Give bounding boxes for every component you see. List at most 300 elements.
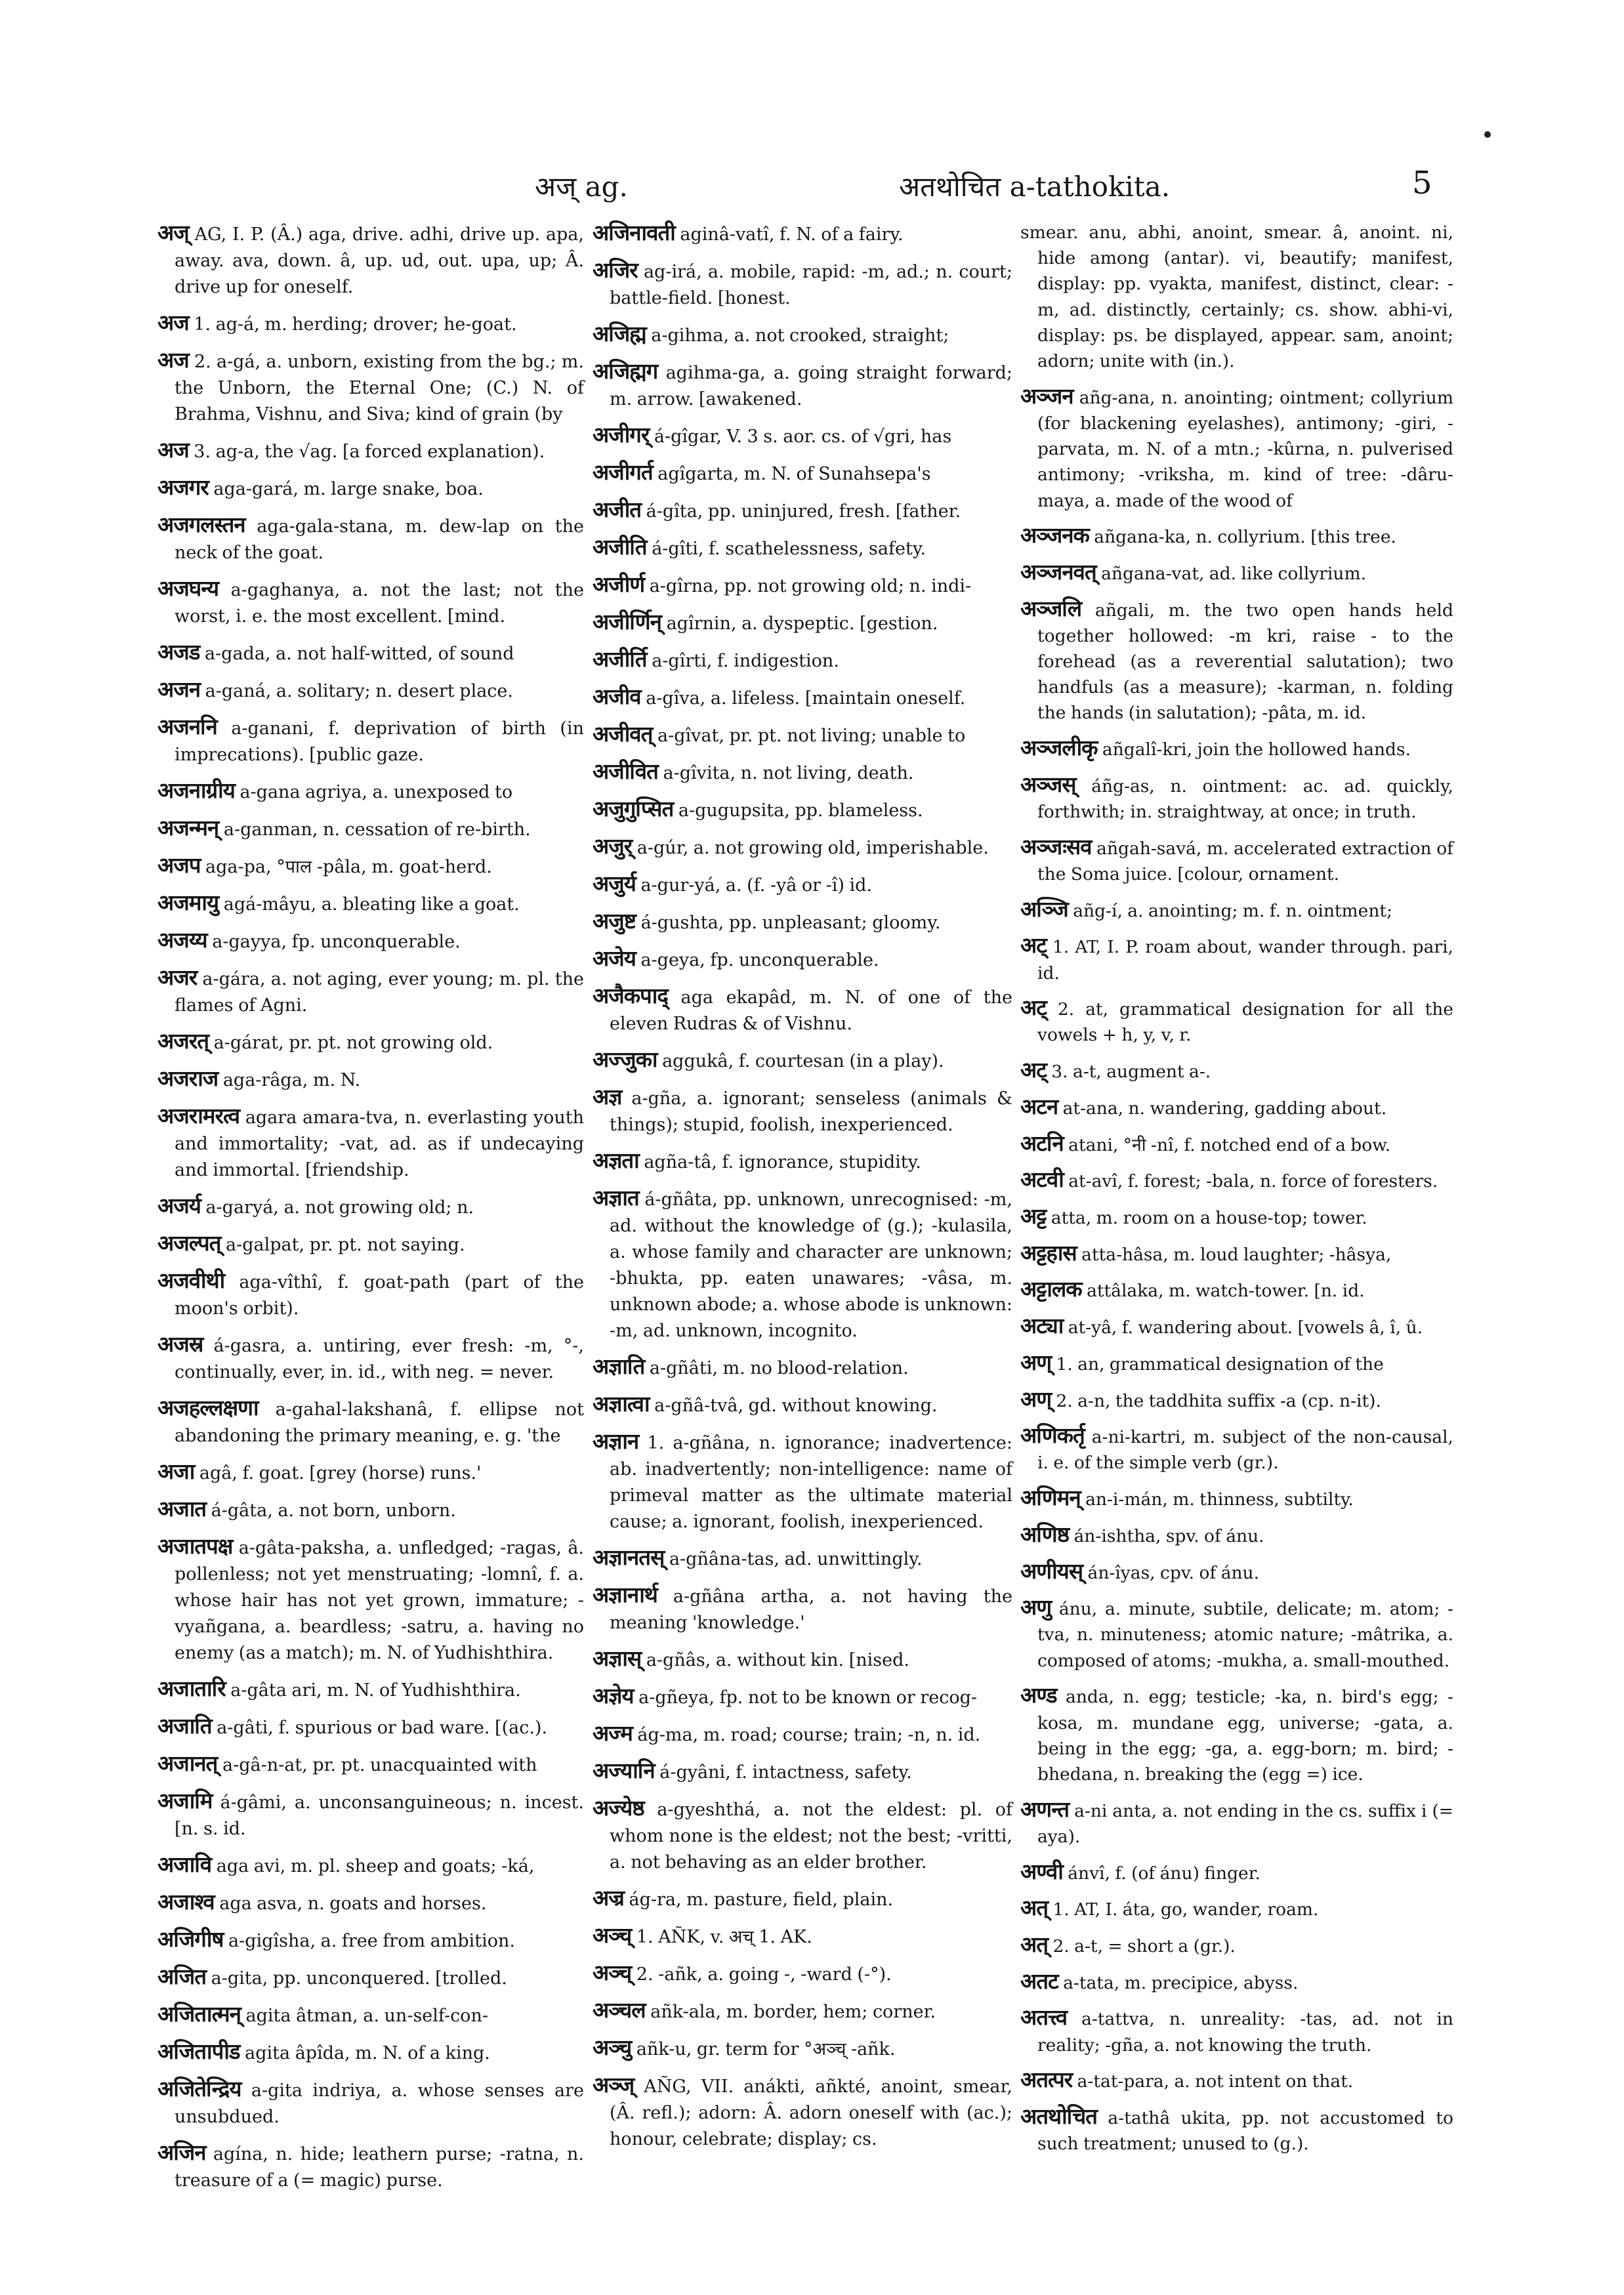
entry-headword: अजरत् xyxy=(157,1028,209,1054)
entry-definition: AG, I. P. (Â.) aga, drive. adhi, drive up. apa, away. ava, down. â, up. ud, out. upa, up; Â. drive up for oneself. xyxy=(175,224,584,297)
entry-headword: अञ्जलि xyxy=(1020,595,1082,621)
entry-headword: अज्यानि xyxy=(593,1758,655,1783)
entry-definition: a-gada, a. not half-witted, of sound xyxy=(204,644,514,664)
dictionary-entry xyxy=(593,2072,1012,2153)
dictionary-entry xyxy=(593,1922,1012,1951)
entry-definition: á-gushta, pp. unpleasant; gloomy. xyxy=(640,913,941,933)
entry-headword: अज्ञेय xyxy=(593,1683,634,1708)
entry-definition: a-gâti, f. spurious or bad ware. [(ac.). xyxy=(217,1718,548,1738)
entry-definition: añgah-savá, m. accelerated extraction of the Soma juice. [colour, ornament. xyxy=(1037,838,1453,884)
page-number: 5 xyxy=(1412,165,1432,201)
entry-headword: अजातपक्ष xyxy=(157,1533,233,1559)
entry-definition: a-gára, a. not aging, ever young; m. pl. the flames of Agni. xyxy=(175,969,584,1016)
dictionary-entry xyxy=(157,1964,584,1992)
entry-headword: अजिन xyxy=(157,2140,206,2165)
dictionary-entry xyxy=(1020,559,1453,587)
dictionary-entry xyxy=(593,571,1012,600)
dictionary-entry xyxy=(1020,1682,1453,1787)
dictionary-entry xyxy=(157,1395,584,1449)
dictionary-entry xyxy=(593,358,1012,413)
entry-headword: अजर्य xyxy=(157,1193,201,1218)
entry-definition: agâ, f. goat. [grey (horse) runs.' xyxy=(199,1463,482,1483)
entry-definition: agîgarta, m. N. of Sunahsepa's xyxy=(657,464,931,484)
entry-headword: अजाति xyxy=(157,1713,212,1739)
entry-definition: a-gur-yá, a. (f. -yâ or -î) id. xyxy=(640,875,873,896)
entry-headword: अजीर्ति xyxy=(593,646,647,672)
dictionary-entry xyxy=(157,714,584,768)
entry-headword: अजघन्य xyxy=(157,575,219,601)
dictionary-entry xyxy=(157,964,584,1019)
dictionary-entry xyxy=(593,1795,1012,1876)
entry-headword: अञ्जन xyxy=(1020,382,1073,409)
entry-definition: at-avî, f. forest; -bala, n. force of foresters. xyxy=(1068,1171,1438,1192)
entry-definition: a-ni-kartri, m. subject of the non-causal, i. e. of the simple verb (gr.). xyxy=(1037,1427,1453,1474)
entry-definition: ag-irá, a. mobile, rapid: -m, ad.; n. court; battle-field. [honest. xyxy=(610,262,1012,308)
entry-definition: a-tat-para, a. not intent on that. xyxy=(1077,2071,1354,2092)
entry-headword: अजीर्णिन् xyxy=(593,609,661,634)
entry-headword: अजिर xyxy=(593,257,638,283)
entry-definition: añk-u, gr. term for °अञ्च् -añk. xyxy=(636,2039,896,2059)
entry-headword: अजित xyxy=(157,1964,207,1989)
entry-definition: at-yâ, f. wandering about. [vowels â, î, û. xyxy=(1068,1317,1423,1338)
dictionary-entry xyxy=(1020,932,1453,985)
dictionary-entry xyxy=(157,1533,584,1666)
dictionary-entry xyxy=(1020,522,1453,550)
dictionary-entry xyxy=(157,1103,584,1184)
dictionary-entry xyxy=(593,321,1012,349)
entry-definition: añg-ana, n. anointing; ointment; collyrium (for blackening eyelashes), antimony; -giri, -parvata, m. N. of a mtn.; -kûrna, n. pulverised antimony; -vriksha, m. kind of tree: -dâru-maya, a. made of the wood of xyxy=(1037,387,1453,511)
entry-headword: अजवीथी xyxy=(157,1268,225,1293)
page-header xyxy=(0,167,1624,207)
entry-headword: अजिह्म xyxy=(593,321,646,346)
dictionary-entry xyxy=(1020,896,1453,924)
entry-headword: अजितेन्द्रिय xyxy=(157,2076,241,2101)
entry-definition: añgana-ka, n. collyrium. [this tree. xyxy=(1094,527,1396,548)
entry-definition: a-gñâti, m. no blood-relation. xyxy=(649,1358,909,1378)
dictionary-entry xyxy=(1020,1240,1453,1268)
dictionary-entry xyxy=(1020,1057,1453,1085)
entry-headword: अट्टहास xyxy=(1020,1239,1077,1266)
entry-headword: अजातारि xyxy=(157,1676,226,1701)
entry-definition: a-gyeshthá, a. not the eldest: pl. of whom none is the eldest; not the best; -vritti, a. not behaving as an elder brother. xyxy=(610,1800,1012,1872)
entry-headword: अञ्जनवत् xyxy=(1020,558,1096,585)
entry-headword: अजीत xyxy=(593,497,642,522)
entry-headword: अजल्पत् xyxy=(157,1230,221,1256)
entry-headword: अण्वी xyxy=(1020,1858,1063,1884)
entry-definition: a-tattva, n. unreality: -tas, ad. not in reality; -gña, a. not knowing the truth. xyxy=(1037,2009,1453,2056)
dictionary-entry xyxy=(593,2035,1012,2063)
entry-definition: á-gñâta, pp. unknown, unrecognised: -m, ad. without the knowledge of (g.); -kulasila, a. whose family and character are unknown; -bhukta, pp. eaten unawares; -vâsa, m. unknown abode; a. whose abode is unknown: -m, ad. unknown, incognito. xyxy=(610,1189,1012,1341)
entry-headword: अञ्च् xyxy=(593,1922,632,1948)
entry-headword: अज्म xyxy=(593,1720,633,1746)
entry-definition: agña-tâ, f. ignorance, stupidity. xyxy=(644,1152,921,1172)
entry-headword: अतत्पर xyxy=(1020,2067,1073,2093)
entry-definition: a-gñeya, fp. not to be known or recog- xyxy=(638,1687,978,1708)
dictionary-entry xyxy=(157,220,584,300)
dictionary-entry xyxy=(1020,1350,1453,1377)
dictionary-entry xyxy=(157,347,584,428)
dictionary-entry xyxy=(593,1720,1012,1748)
entry-definition: 2. a-gá, a. unborn, existing from the bg.; m. the Unborn, the Eternal One; (C.) N. of Brahma, Vishnu, and Siva; kind of grain (by xyxy=(175,352,584,424)
dictionary-entry xyxy=(157,1193,584,1221)
entry-definition: a-gîvat, pr. pt. not living; unable to xyxy=(657,726,966,746)
entry-definition: smear. anu, abhi, anoint, smear. â, anoint. ni, hide among (antar). vi, beautify; manifest, display: pp. vyakta, manifest, distinct, clear: -m, ad. distinctly, certainly; cs. show. abhi-vi, display: ps. be displayed, appear. sam, anoint; adorn; unite with (in.). xyxy=(1020,222,1453,372)
entry-headword: अतथोचित xyxy=(1020,2103,1097,2129)
dictionary-entry xyxy=(1020,1422,1453,1476)
entry-headword: अण् xyxy=(1020,1386,1052,1412)
dictionary-entry xyxy=(593,684,1012,712)
dictionary-entry xyxy=(593,459,1012,487)
dictionary-entry xyxy=(157,575,584,630)
dictionary-entry xyxy=(593,1960,1012,1988)
dictionary-entry xyxy=(157,815,584,843)
entry-headword: अजरामरत्व xyxy=(157,1103,240,1128)
dictionary-column-3 xyxy=(1020,220,1453,2166)
dictionary-entry xyxy=(157,1230,584,1258)
entry-definition: 2. -añk, a. going -, -ward (-°). xyxy=(636,1964,892,1985)
entry-definition: aggukâ, f. courtesan (in a play). xyxy=(662,1051,944,1071)
dictionary-entry xyxy=(157,927,584,955)
entry-definition: aginâ-vatî, f. N. of a fairy. xyxy=(680,224,904,245)
entry-headword: अज xyxy=(157,310,189,335)
entry-headword: अणिष्ठ xyxy=(1020,1521,1070,1547)
dictionary-entry xyxy=(593,1885,1012,1913)
dictionary-entry xyxy=(593,721,1012,749)
entry-headword: अजन xyxy=(157,676,201,702)
entry-definition: a-gîvita, n. not living, death. xyxy=(663,763,914,783)
entry-definition: 1. ag-á, m. herding; drover; he-goat. xyxy=(194,314,517,335)
entry-headword: अज्ञानतस् xyxy=(593,1544,665,1570)
entry-headword: अणिकर्तृ xyxy=(1020,1422,1085,1449)
entry-headword: अञ्ज् xyxy=(593,2072,635,2098)
entry-definition: a-gugupsita, pp. blameless. xyxy=(678,800,923,821)
entry-definition: anda, n. egg; testicle; -ka, n. bird's egg; -kosa, m. mundane egg, universe; -gata, a. being in the egg; -ga, a. egg-born; m. bird; -bhedana, n. breaking the (egg =) ice. xyxy=(1037,1687,1453,1785)
entry-headword: अञ्जःसव xyxy=(1020,833,1092,859)
dictionary-entry xyxy=(1020,1167,1453,1194)
entry-headword: अणिमन् xyxy=(1020,1485,1081,1511)
entry-headword: अजामि xyxy=(157,1788,213,1813)
entry-definition: a-gîva, a. lifeless. [maintain oneself. xyxy=(646,688,966,709)
dictionary-entry xyxy=(157,676,584,705)
entry-headword: अट् xyxy=(1020,932,1047,959)
entry-definition: aga-gará, m. large snake, boa. xyxy=(213,479,484,499)
entry-definition: añgalî-kri, join the hollowed hands. xyxy=(1102,739,1411,760)
entry-headword: अण्ड xyxy=(1020,1682,1057,1708)
entry-headword: अञ्जनक xyxy=(1020,522,1089,548)
entry-headword: अज्र xyxy=(593,1885,624,1911)
entry-headword: अणन्त xyxy=(1020,1796,1070,1822)
dictionary-entry xyxy=(1020,1859,1453,1886)
dictionary-entry xyxy=(157,777,584,806)
entry-definition: a-gúr, a. not growing old, imperishable. xyxy=(636,838,989,858)
margin-dot xyxy=(1484,131,1491,138)
dictionary-entry xyxy=(593,983,1012,1037)
entry-definition: a-ganá, a. solitary; n. desert place. xyxy=(205,681,513,701)
dictionary-entry xyxy=(157,2140,584,2194)
entry-definition: aga asva, n. goats and horses. xyxy=(219,1893,487,1914)
entry-headword: अज्ञानार्थ xyxy=(593,1582,657,1607)
entry-headword: अञ्जलीकृ xyxy=(1020,735,1098,761)
entry-definition: a-gayya, fp. unconquerable. xyxy=(212,932,461,952)
entry-definition: agara amara-tva, n. everlasting youth and immortality; -vat, ad. as if undecaying and immortal. [friendship. xyxy=(175,1107,584,1180)
entry-definition: 2. a-n, the taddhita suffix -a (cp. n-it). xyxy=(1056,1390,1381,1411)
entry-headword: अजा xyxy=(157,1458,195,1484)
dictionary-entry xyxy=(1020,1521,1453,1549)
entry-headword: अतट xyxy=(1020,1968,1058,1994)
entry-headword: अजगलस्तन xyxy=(157,512,245,537)
dictionary-entry xyxy=(593,908,1012,936)
entry-headword: अजेय xyxy=(593,945,636,971)
entry-definition: a-gita, pp. unconquered. [trolled. xyxy=(211,1968,507,1989)
entry-headword: अजितापीड xyxy=(157,2038,240,2064)
dictionary-entry xyxy=(157,1028,584,1056)
entry-headword: अजमायु xyxy=(157,890,219,915)
entry-definition: a-gâ-n-at, pr. pt. unacquainted with xyxy=(222,1755,537,1775)
entry-headword: अट्या xyxy=(1020,1313,1064,1339)
entry-headword: अजनाग्रीय xyxy=(157,777,235,803)
dictionary-entry xyxy=(593,1997,1012,2025)
entry-headword: अट्ट xyxy=(1020,1203,1047,1229)
entry-headword: अञ्चल xyxy=(593,1997,646,2023)
entry-definition: añk-ala, m. border, hem; corner. xyxy=(650,2002,936,2022)
entry-definition: agína, n. hide; leathern purse; -ratna, n. treasure of a (= magic) purse. xyxy=(175,2144,584,2191)
entry-definition: añgali, m. the two open hands held together hollowed: -m kri, raise - to the forehead (as a reverential salutation); two handfuls (as a measure); -karman, n. folding the hands (in salutation); -pâta, m. id. xyxy=(1037,600,1453,724)
entry-headword: अज xyxy=(157,347,189,373)
dictionary-entry xyxy=(1020,2004,1453,2057)
dictionary-entry xyxy=(593,1084,1012,1138)
entry-definition: 2. at, grammatical designation for all the vowels + h, y, v, r. xyxy=(1037,999,1453,1046)
entry-headword: अजाश्व xyxy=(157,1889,215,1914)
entry-headword: अणु xyxy=(1020,1594,1052,1621)
entry-definition: a-ganman, n. cessation of re-birth. xyxy=(223,819,531,840)
entry-headword: अञ्च् xyxy=(593,1960,632,1985)
entry-definition: an-i-mán, m. thinness, subtilty. xyxy=(1085,1489,1354,1510)
entry-headword: अज्ञता xyxy=(593,1148,639,1173)
entry-definition: ág-ra, m. pasture, field, plain. xyxy=(629,1890,894,1910)
entry-definition: atta-hâsa, m. loud laughter; -hâsya, xyxy=(1081,1244,1392,1265)
entry-definition: a-gñâna-tas, ad. unwittingly. xyxy=(669,1549,923,1569)
entry-definition: á-gyâni, f. intactness, safety. xyxy=(659,1762,912,1783)
entry-definition: attâlaka, m. watch-tower. [n. id. xyxy=(1087,1281,1365,1302)
entry-headword: अञ्जि xyxy=(1020,896,1068,922)
dictionary-entry xyxy=(593,1645,1012,1674)
dictionary-entry xyxy=(1020,1485,1453,1512)
entry-headword: अज्जुका xyxy=(593,1046,657,1072)
dictionary-entry xyxy=(157,1750,584,1779)
entry-headword: अजुगुप्सित xyxy=(593,796,674,821)
entry-definition: agita âtman, a. un-self-con- xyxy=(245,2006,488,2026)
dictionary-entry xyxy=(1020,596,1453,726)
dictionary-entry xyxy=(157,1496,584,1524)
entry-headword: अजितात्मन् xyxy=(157,2001,241,2027)
dictionary-entry xyxy=(593,1046,1012,1075)
entry-definition: áñg-as, n. ointment: ac. ad. quickly, forthwith; in. straightway, at once; in truth. xyxy=(1037,775,1453,823)
dictionary-entry xyxy=(1020,1932,1453,1959)
dictionary-entry xyxy=(593,1354,1012,1382)
entry-definition: án-ishtha, spv. of ánu. xyxy=(1073,1525,1264,1546)
dictionary-entry xyxy=(157,1713,584,1741)
dictionary-entry xyxy=(1020,1594,1453,1674)
entry-headword: अजीर्ण xyxy=(593,571,645,597)
dictionary-entry xyxy=(593,422,1012,450)
entry-headword: अजर xyxy=(157,964,198,990)
entry-headword: अजिह्मग xyxy=(593,358,658,384)
entry-headword: अजप xyxy=(157,852,201,878)
entry-definition: a-gâta ari, m. N. of Yudhishthira. xyxy=(230,1680,521,1701)
entry-headword: अजड xyxy=(157,639,200,665)
dictionary-entry xyxy=(157,1268,584,1322)
dictionary-entry xyxy=(1020,1313,1453,1340)
entry-headword: अञ्चु xyxy=(593,2035,632,2060)
entry-headword: अजीवित xyxy=(593,758,658,784)
entry-definition: a-gñâs, a. without kin. [nised. xyxy=(646,1650,909,1670)
dictionary-entry xyxy=(593,1582,1012,1636)
dictionary-entry xyxy=(157,639,584,667)
dictionary-column-1 xyxy=(157,220,584,2203)
dictionary-entry xyxy=(1020,1895,1453,1922)
entry-definition: a-gaghanya, a. not the last; not the worst, i. e. the most excellent. [mind. xyxy=(175,580,584,627)
entry-definition: AÑG, VII. anákti, añkté, anoint, smear, (Â. refl.); adorn: Â. adorn oneself with (ac.); honour, celebrate; display; cs. xyxy=(610,2077,1012,2149)
entry-definition: 1. AÑK, v. अच् 1. AK. xyxy=(636,1927,812,1947)
dictionary-entry xyxy=(1020,1130,1453,1158)
dictionary-entry xyxy=(593,758,1012,787)
entry-definition: aga-gala-stana, m. dew-lap on the neck of the goat. xyxy=(175,516,584,563)
entry-definition: a-gñâ-tvâ, gd. without knowing. xyxy=(654,1396,938,1416)
dictionary-entry xyxy=(157,474,584,503)
entry-definition: a-gâta-paksha, a. unfledged; -ragas, â. pollenless; not yet menstruating; -lomnî, f. a. whose hair has not yet grown, immature; -vyañgana, a. beardless; -satru, a. having no enemy (as a match); m. N. of Yudhishthira. xyxy=(175,1538,584,1663)
dictionary-entry xyxy=(593,1758,1012,1786)
dictionary-entry xyxy=(157,310,584,338)
entry-headword: अणीयस् xyxy=(1020,1558,1083,1584)
entry-headword: अण् xyxy=(1020,1349,1052,1375)
dictionary-entry xyxy=(157,1676,584,1704)
entry-headword: अटवी xyxy=(1020,1167,1064,1193)
entry-headword: अजैकपाद् xyxy=(593,983,668,1008)
entry-definition: a-geya, fp. unconquerable. xyxy=(640,950,879,970)
dictionary-entry xyxy=(1020,2103,1453,2157)
dictionary-entry xyxy=(1020,772,1453,825)
entry-definition: a-gîrti, f. indigestion. xyxy=(652,651,839,671)
entry-definition: ág-ma, m. road; course; train; -n, n. id. xyxy=(637,1725,981,1745)
dictionary-entry xyxy=(157,437,584,465)
entry-headword: अजुर्य xyxy=(593,871,636,896)
entry-headword: अज xyxy=(157,437,189,463)
entry-headword: अजिगीष xyxy=(157,1926,224,1952)
dictionary-entry xyxy=(593,646,1012,674)
entry-headword: अट्टालक xyxy=(1020,1276,1082,1302)
entry-definition: a-gña, a. ignorant; senseless (animals & things); stupid, foolish, inexperienced. xyxy=(610,1088,1012,1135)
entry-definition: a-gana agriya, a. unexposed to xyxy=(239,782,513,802)
entry-headword: अजय्य xyxy=(157,927,207,953)
entry-definition: añgana-vat, ad. like collyrium. xyxy=(1101,563,1367,584)
entry-definition: á-gîta, pp. uninjured, fresh. [father. xyxy=(646,501,961,522)
entry-headword: अत् xyxy=(1020,1895,1049,1921)
entry-definition: aga avi, m. pl. sheep and goats; -ká, xyxy=(216,1856,535,1876)
dictionary-entry xyxy=(1020,1386,1453,1414)
entry-headword: अजावि xyxy=(157,1851,212,1877)
dictionary-entry xyxy=(593,945,1012,974)
entry-definition: 3. ag-a, the √ag. [a forced explanation). xyxy=(194,442,545,462)
dictionary-entry xyxy=(593,1683,1012,1711)
dictionary-entry xyxy=(593,534,1012,562)
entry-headword: अजानत् xyxy=(157,1750,218,1776)
dictionary-entry xyxy=(593,1391,1012,1419)
entry-definition: a-gita indriya, a. whose senses are unsubdued. xyxy=(175,2080,584,2127)
entry-definition: á-gîgar, V. 3 s. aor. cs. of √gri, has xyxy=(654,426,952,447)
entry-headword: अज्ञात xyxy=(593,1185,639,1210)
entry-definition: á-gâta, a. not born, unborn. xyxy=(211,1500,456,1521)
dictionary-entry xyxy=(1020,383,1453,514)
entry-headword: अत् xyxy=(1020,1931,1049,1957)
entry-headword: अजस्र xyxy=(157,1331,203,1357)
entry-headword: अट् xyxy=(1020,995,1047,1021)
entry-definition: aga-vîthî, f. goat-path (part of the moon's orbit). xyxy=(175,1272,584,1319)
entry-definition: a-gñâna artha, a. not having the meaning 'knowledge.' xyxy=(610,1586,1012,1633)
entry-headword: अज्ञास् xyxy=(593,1645,642,1671)
entry-definition: agita âpîda, m. N. of a king. xyxy=(245,2043,490,2063)
dictionary-entry xyxy=(593,220,1012,248)
entry-definition: aga-pa, °पाल -pâla, m. goat-herd. xyxy=(205,857,492,877)
entry-definition: 1. AT, I. P. roam about, wander through. pari, id. xyxy=(1037,937,1453,983)
entry-headword: अज्ञ xyxy=(593,1084,622,1109)
entry-headword: अजात xyxy=(157,1496,207,1521)
entry-definition: at-ana, n. wandering, gadding about. xyxy=(1062,1098,1387,1119)
entry-definition: atta, m. room on a house-top; tower. xyxy=(1051,1208,1367,1228)
entry-headword: अजीगर् xyxy=(593,422,650,447)
entry-headword: अजीगर्त xyxy=(593,459,653,485)
dictionary-entry xyxy=(593,1148,1012,1176)
dictionary-entry xyxy=(593,1428,1012,1535)
entry-headword: अजन्मन् xyxy=(157,815,219,840)
entry-headword: अतत्त्व xyxy=(1020,2004,1068,2031)
entry-headword: अजुष्ट xyxy=(593,908,636,934)
entry-definition: a-ni anta, a. not ending in the cs. suffix i (= aya). xyxy=(1037,1800,1453,1847)
entry-headword: अजगर xyxy=(157,474,209,500)
dictionary-entry xyxy=(1020,735,1453,762)
entry-definition: a-gárat, pr. pt. not growing old. xyxy=(213,1033,493,1053)
entry-headword: अटन xyxy=(1020,1093,1058,1119)
entry-headword: अजीव xyxy=(593,684,641,709)
entry-headword: अजुर् xyxy=(593,833,633,859)
dictionary-entry xyxy=(1020,1094,1453,1121)
entry-definition: a-ganani, f. deprivation of birth (in imprecations). [public gaze. xyxy=(175,718,584,765)
dictionary-entry xyxy=(157,890,584,918)
dictionary-entry xyxy=(1020,995,1453,1048)
running-head-left: अज् ag. xyxy=(535,171,628,203)
entry-headword: अज्ञान xyxy=(593,1428,639,1454)
entry-headword: अञ्जस् xyxy=(1020,771,1076,797)
entry-headword: अज्येष्ठ xyxy=(593,1795,644,1821)
dictionary-entry xyxy=(157,1065,584,1094)
entry-definition: 1. a-gñâna, n. ignorance; inadvertence: ab. inadvertently; non-intelligence: name of primeval matter as the ultimate material cause; a. ignorant, foolish, inexperienced. xyxy=(610,1433,1012,1532)
dictionary-entry xyxy=(593,257,1012,312)
entry-headword: अजहल्लक्षणा xyxy=(157,1395,259,1420)
entry-definition: aga-râga, m. N. xyxy=(222,1070,361,1090)
entry-definition: á-gasra, a. untiring, ever fresh: -m, °-, continually, ever, in. id., with neg. = never. xyxy=(175,1336,584,1382)
entry-definition: agihma-ga, a. going straight forward; m. arrow. [awakened. xyxy=(610,363,1012,409)
entry-headword: अजराज xyxy=(157,1065,219,1091)
entry-definition: aga ekapâd, m. N. of one of the eleven Rudras & of Vishnu. xyxy=(610,987,1012,1034)
entry-headword: अट् xyxy=(1020,1057,1047,1083)
dictionary-entry xyxy=(157,1788,584,1842)
dictionary-entry xyxy=(593,833,1012,861)
running-head-center: अतथोचित a-tathokita. xyxy=(899,171,1171,203)
entry-definition: a-gahal-lakshanâ, f. ellipse not abandoning the primary meaning, e. g. 'the xyxy=(175,1399,584,1446)
entry-definition: 3. a-t, augment a-. xyxy=(1051,1062,1211,1083)
entry-headword: अजिनावती xyxy=(593,220,675,245)
dictionary-entry xyxy=(593,497,1012,525)
dictionary-entry xyxy=(157,2076,584,2130)
